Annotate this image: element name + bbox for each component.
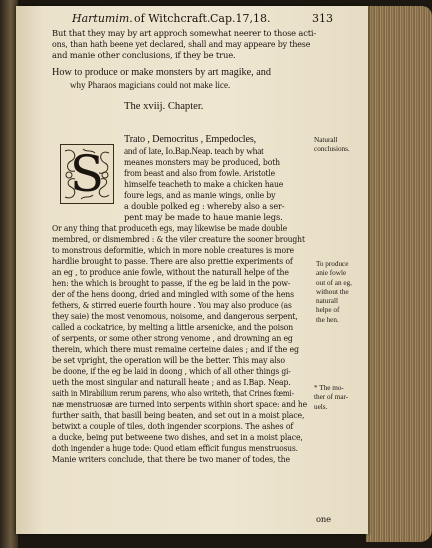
decorated-initial [60, 144, 114, 204]
text-line: they saie) the most venomous, noisome, and dangerous serpent, [52, 311, 298, 321]
text-line: and of late, Io.Bap.Neap. teach by what [124, 146, 264, 156]
text-line: Manie writers conclude, that there be two maner of todes, the [52, 454, 291, 464]
text-line: a ducke, being put betweene two dishes, and set in a moist place, [52, 432, 303, 442]
text-line: be doone, if the eg be laid in doong , which of all other things gi- [52, 366, 291, 376]
text-line: fethers, & stirred euerie fourth houre . You may also produce (as [52, 300, 292, 310]
running-head-chapter: Cap.17,18. [210, 12, 271, 25]
catchword: one [316, 514, 331, 524]
margin-note-natural-conclusions: Naturall conclusions. [314, 136, 350, 154]
text-line: doth ingender a huge tode: Quod etiam efficit fungus menstruosus. [52, 443, 298, 453]
text-line: der of the hens doong, dried and mingled with some of the hens [52, 289, 294, 299]
text-line: hen: the which is brought to passe, if the eg be laid in the pow- [52, 278, 291, 288]
page-edges [366, 6, 432, 542]
page-number: 313 [312, 12, 333, 25]
section-heading-second-line: why Pharaos magicians could not make lice. [70, 80, 231, 90]
text-line: from beast and also from fowle. Aristotle [124, 168, 276, 178]
text-line: to monstrous deformitie, which in more noble creatures is more [52, 245, 294, 255]
text-line: and manie other conclusions, if they be true. [52, 50, 236, 60]
running-head-title: of Witchcraft. [134, 12, 211, 25]
text-line: himselfe teacheth to make a chicken haue [124, 179, 284, 189]
text-line: ueth the most singular and naturall heate ; and as I.Bap. Neap. [52, 377, 291, 387]
text-line: Or any thing that produceth egs, may likewise be made double [52, 223, 288, 233]
text-line: saith in Mirabilium rerum parens, who also writeth, that Crines fœmi- [52, 388, 294, 398]
text-line: therein, which there must remaine certeine daies ; and if the eg [52, 344, 299, 354]
text-line: meanes monsters may be produced, both [124, 157, 281, 167]
margin-note-produce-fowl: To produce anie fowle out of an eg, without the naturall helpe of the hen. [316, 260, 352, 324]
text-line: foure legs, and as manie wings, onlie by [124, 190, 276, 200]
text-line: pent may be made to haue manie legs. [124, 212, 283, 222]
text-line: hardlie brought to passe. There are also prettie experiments of [52, 256, 293, 266]
drop-cap-letter: S [69, 145, 105, 203]
text-line: an eg , to produce anie fowle, without the naturall helpe of the [52, 267, 289, 277]
book-page [16, 6, 368, 534]
text-line: betwixt a couple of tiles, doth ingender scorpions. The ashes of [52, 421, 294, 431]
text-line: called a cockatrice, by melting a little arsenicke, and the poison [52, 322, 294, 332]
text-line: Trato , Democritus , Empedocles, [124, 134, 257, 145]
text-line: næ menstruosæ are turned into serpents within short space: and he [52, 399, 308, 409]
section-heading: How to produce or make monsters by art magike, and [52, 67, 271, 78]
margin-note-mother-of-marvels: * The mo- ther of mar- uels. [314, 384, 349, 411]
text-line: membred, or dismembred : & the viler creature the sooner brought [52, 234, 305, 244]
text-line: further saith, that basill being beaten, and set out in a moist place, [52, 410, 305, 420]
text-line: be set vpright, the operation will be the better. This may also [52, 355, 285, 365]
text-line: a double polked eg : whereby also a ser- [124, 201, 285, 211]
text-line: But that they may by art approch somewhat neerer to those acti- [52, 28, 317, 38]
text-line: ons, than hath beene yet declared, shall and may appeare by these [52, 39, 311, 49]
chapter-title: The xviij. Chapter. [124, 101, 204, 112]
text-line: of serpents, or some other strong venome , and drowning an eg [52, 333, 293, 343]
running-head-left: Hartumim. [72, 12, 133, 25]
